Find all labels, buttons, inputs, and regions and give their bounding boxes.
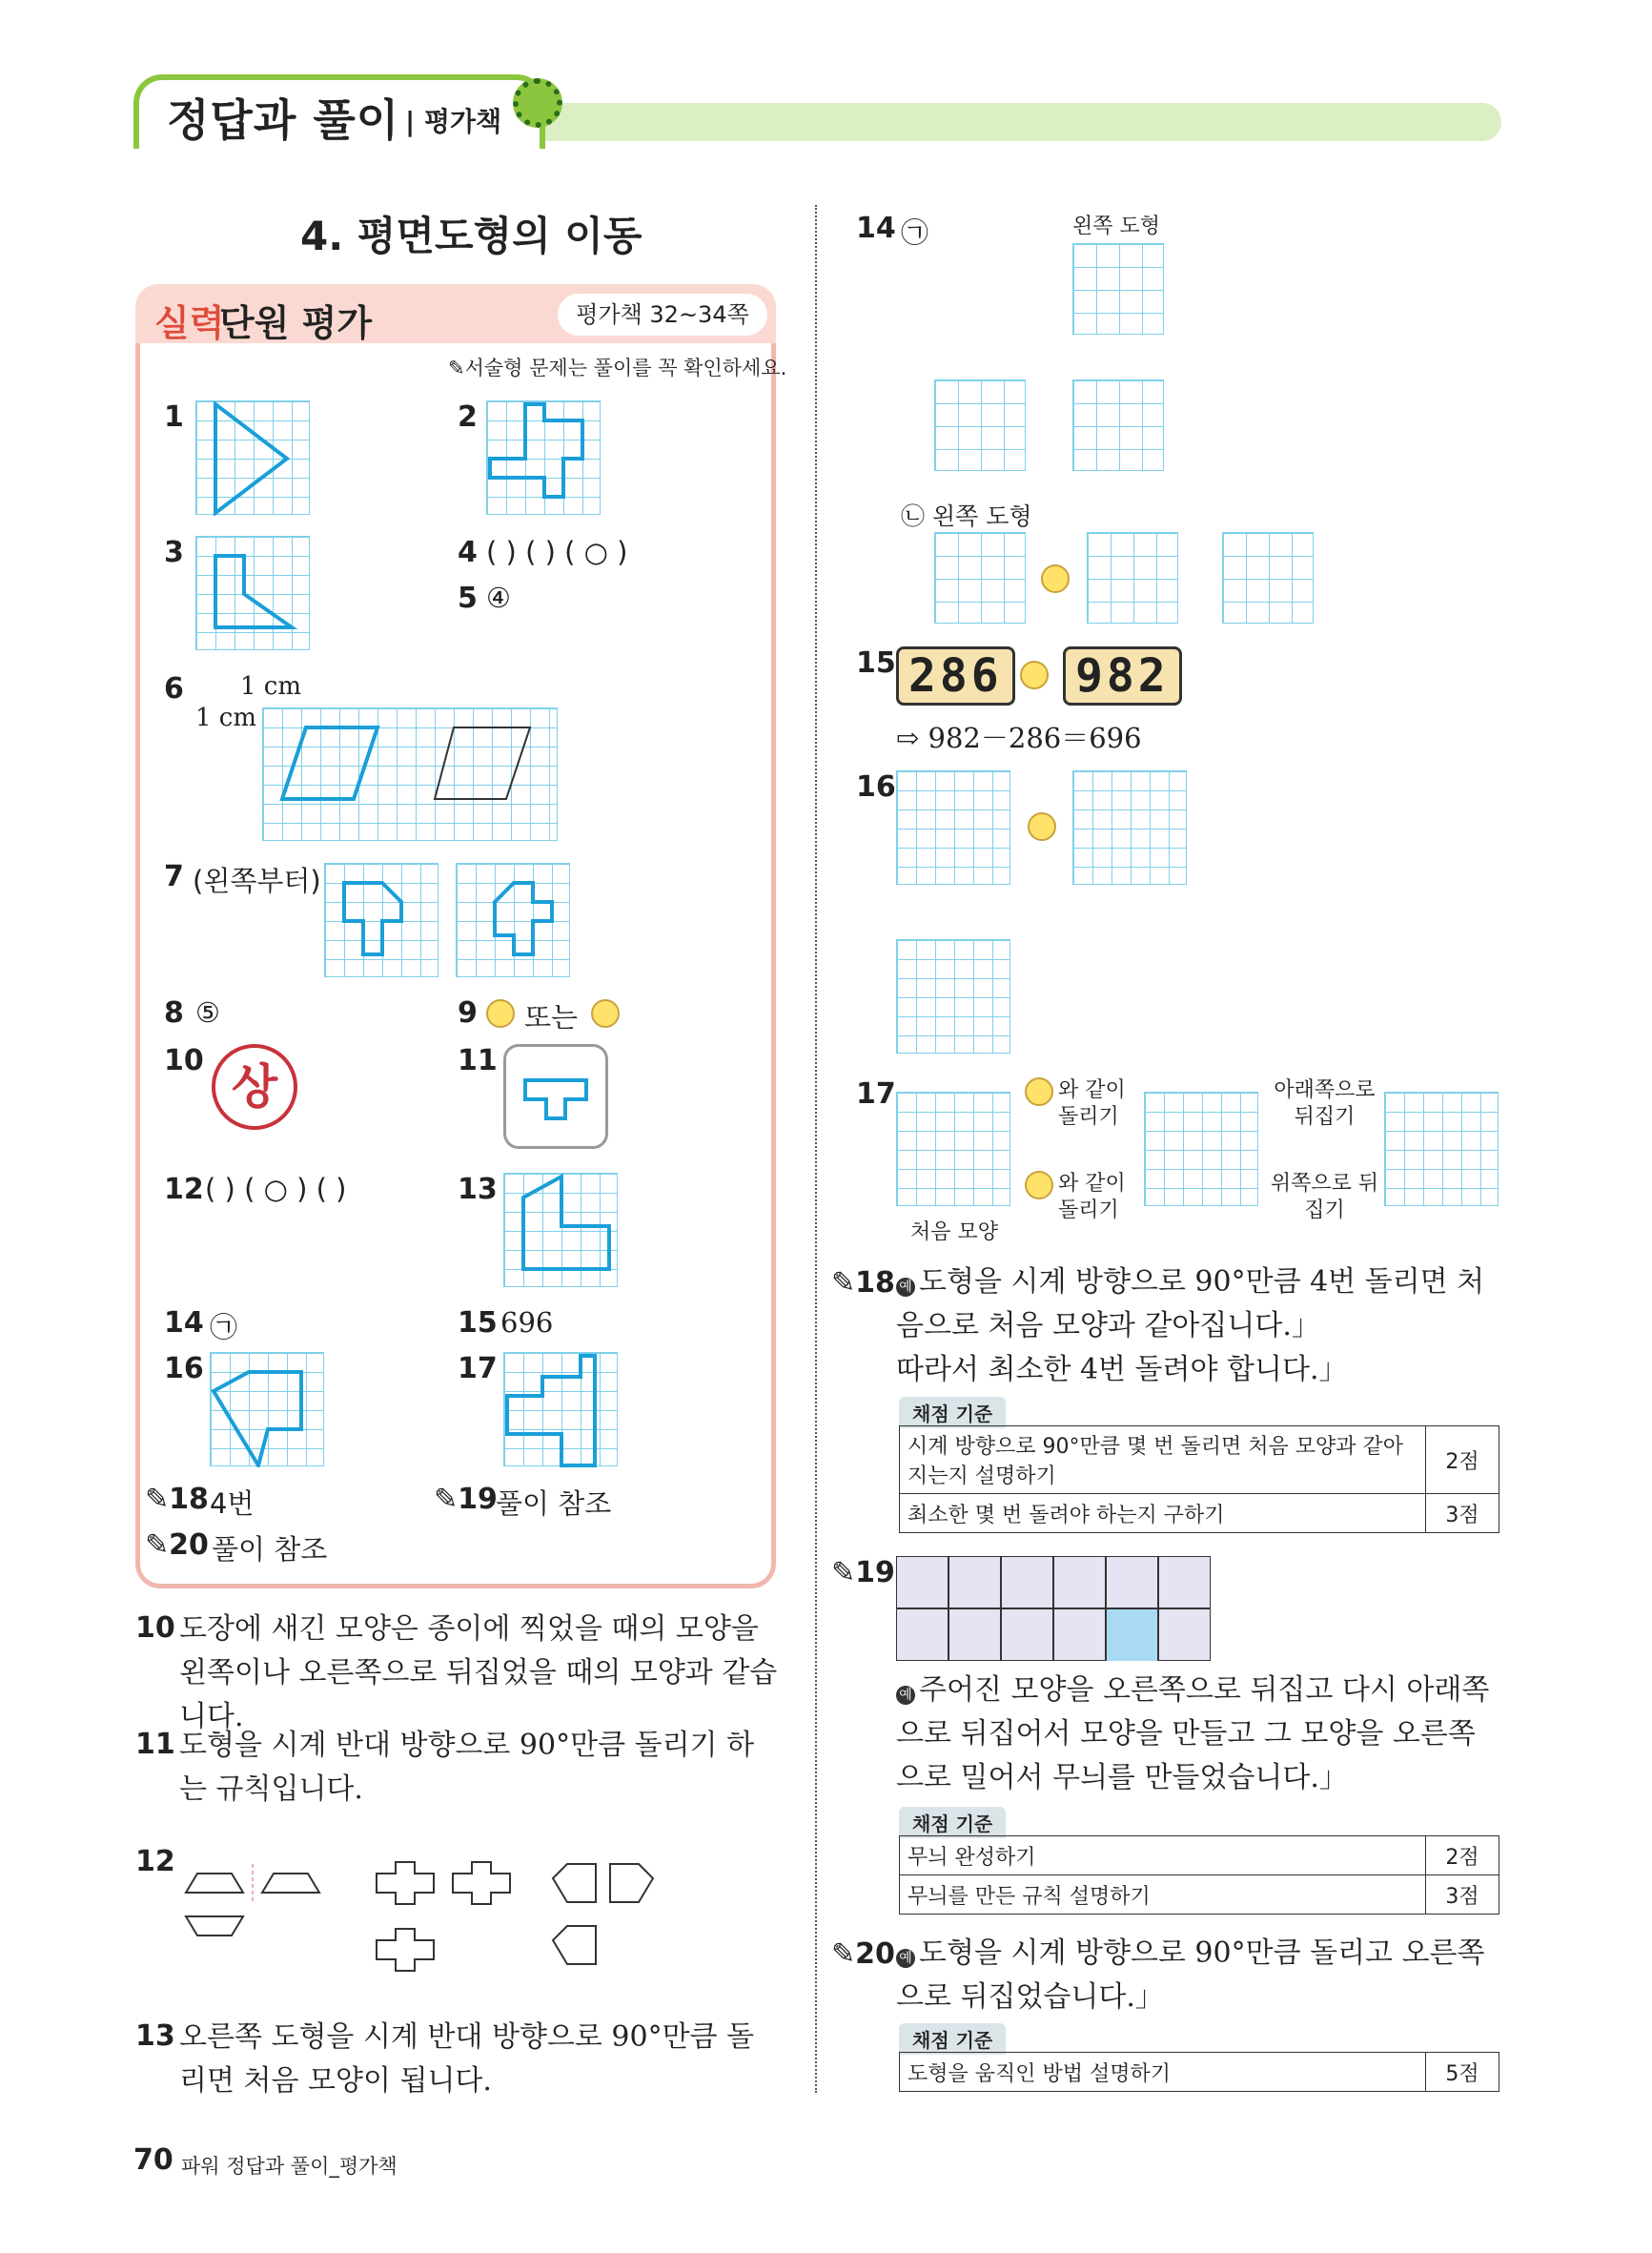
rotation-icon [1041, 564, 1070, 593]
q16-grid [210, 1352, 324, 1466]
criteria-item: 도형을 움직인 방법 설명하기 [900, 2053, 1426, 2092]
q11-shape [506, 1047, 605, 1146]
q6-number: 6 [164, 672, 184, 706]
r15-display-right: 982 [1063, 646, 1182, 706]
criteria-item: 시계 방향으로 90°만큼 몇 번 돌리면 처음 모양과 같아지는지 설명하기 [900, 1426, 1426, 1494]
r19-pattern [896, 1556, 1211, 1661]
r16-grid-2 [1072, 770, 1187, 885]
q7-shape-1 [325, 864, 439, 978]
criteria-points: 3점 [1426, 1875, 1499, 1915]
r18-text: 예 도형을 시계 방향으로 90°만큼 4번 돌리면 처음으로 처음 모양과 같아집니다.」 따라서 최소한 4번 돌려야 합니다.」 [896, 1265, 1485, 1386]
q20-answer: 풀이 참조 [212, 1533, 328, 1566]
r19-criteria-table [899, 1835, 1499, 1915]
r14-grid-top [1072, 243, 1164, 335]
q11-stamp-box [503, 1044, 608, 1149]
q6-shapes [263, 708, 559, 842]
q2-shape [487, 401, 602, 516]
e10-text: 도장에 새긴 모양은 종이에 찍었을 때의 모양을 왼쪽이나 오른쪽으로 뒤집었을 때의 모양과 같습니다. [179, 1612, 778, 1733]
q15-number: 15 [458, 1306, 498, 1340]
r20-criteria-label: 채점 기준 [899, 2023, 1006, 2055]
q7-label: (왼쪽부터) [193, 865, 321, 897]
r14-number: 14 [856, 212, 896, 245]
r14-grid-left [934, 379, 1026, 471]
criteria-points: 2점 [1426, 1836, 1499, 1875]
q1-grid [195, 400, 310, 515]
section-title: 4. 평면도형의 이동 [300, 213, 642, 259]
r14b-grid-3 [1222, 532, 1314, 624]
criteria-points: 3점 [1426, 1494, 1499, 1533]
q13-number: 13 [458, 1173, 498, 1206]
r14-grid-right [1072, 379, 1164, 471]
q12-number: 12 [164, 1173, 204, 1206]
q6-unit-vertical: 1 cm [195, 704, 257, 732]
panel-title-accent: 실력 [154, 302, 225, 344]
q7-number: 7 [164, 860, 184, 893]
r16-grid-3 [896, 939, 1010, 1054]
r17-up-label: 위쪽으로 뒤집기 [1270, 1172, 1379, 1222]
table-row [900, 1836, 1499, 1875]
r18-number: ✎18 [831, 1266, 895, 1300]
q6-grid [262, 707, 558, 841]
criteria-item: 최소한 몇 번 돌려야 하는지 구하기 [900, 1494, 1426, 1533]
q17-grid [503, 1352, 618, 1466]
r17-number: 17 [856, 1077, 896, 1111]
q3-grid [195, 536, 310, 650]
footer-text: 파워 정답과 풀이_평가책 [181, 2155, 398, 2178]
e11-number: 11 [135, 1728, 175, 1761]
q9-or: 또는 [524, 1001, 579, 1034]
panel-page-ref: 평가책 32~34쪽 [558, 294, 767, 336]
q15-answer: 696 [500, 1306, 554, 1339]
e12-figures [176, 1835, 691, 1988]
panel-note: ✎서술형 문제는 풀이를 꼭 확인하세요. [448, 357, 787, 379]
q6-unit-horizontal: 1 cm [240, 672, 302, 701]
q2-grid [486, 400, 601, 515]
pencil-icon: ✎ [448, 357, 465, 379]
pencil-icon: ✎ [434, 1483, 459, 1516]
q5-answer: ④ [486, 582, 511, 614]
header-subtitle: | 평가책 [405, 106, 502, 137]
table-row [900, 1426, 1499, 1494]
criteria-item: 무늬 완성하기 [900, 1836, 1426, 1875]
r20-criteria-table [899, 2052, 1499, 2092]
r18-criteria-table [899, 1425, 1499, 1533]
r19-text: 예 주어진 모양을 오른쪽으로 뒤집고 다시 아래쪽으로 뒤집어서 모양을 만들고 그 모양을 오른쪽으로 밀어서 무늬를 만들었습니다.」 [896, 1673, 1490, 1794]
pencil-icon: ✎ [145, 1483, 170, 1516]
rotation-icon [1025, 1077, 1053, 1106]
panel-title: 단원 평가 [219, 302, 373, 344]
q17-shape [504, 1353, 619, 1467]
r18-criteria-label: 채점 기준 [899, 1397, 1006, 1428]
q9-number: 9 [458, 996, 478, 1030]
q7-shape-2 [457, 864, 571, 978]
q14-number: 14 [164, 1306, 204, 1340]
header-title: 정답과 풀이 [167, 94, 400, 146]
q8-number: 8 [164, 996, 184, 1030]
pencil-icon: ✎ [145, 1528, 170, 1562]
r15-calc: ⇨ 982－286＝696 [896, 722, 1142, 754]
r14-a-marker: ㉠ [901, 216, 929, 249]
table-row [900, 1494, 1499, 1533]
table-row [900, 2053, 1499, 2092]
r14b-grid-2 [1087, 532, 1178, 624]
gear-icon [513, 78, 562, 128]
q14-answer: ㉠ [210, 1311, 238, 1343]
q19-answer: 풀이 참조 [496, 1487, 612, 1520]
r16-number: 16 [856, 770, 896, 804]
q4-number: 4 [458, 536, 478, 569]
e12-number: 12 [135, 1845, 175, 1878]
q10-number: 10 [164, 1044, 204, 1077]
r15-number: 15 [856, 646, 896, 680]
r14-b-label: ㉡ 왼쪽 도형 [901, 502, 1032, 530]
q8-answer: ⑤ [195, 996, 220, 1029]
rotation-icon [1028, 812, 1056, 841]
q18-answer: 4번 [210, 1487, 255, 1520]
q12-answer: ( ) ( ○ ) ( ) [205, 1173, 347, 1205]
r17-grid-middle [1144, 1092, 1258, 1206]
q5-number: 5 [458, 582, 478, 615]
r19-criteria-label: 채점 기준 [899, 1807, 1006, 1838]
rotation-cw-icon [591, 999, 620, 1028]
q3-shape [196, 537, 311, 651]
q19-number: ✎19 [434, 1483, 498, 1516]
e10-number: 10 [135, 1611, 175, 1645]
r17-start-label: 처음 모양 [910, 1220, 999, 1244]
q1-shape [196, 401, 311, 516]
r16-grid-1 [896, 770, 1010, 885]
q4-answer: ( ) ( ) ( ○ ) [486, 536, 628, 568]
pencil-icon: ✎ [831, 1937, 856, 1971]
r17-top-label: 와 같이 돌리기 [1058, 1078, 1126, 1129]
criteria-points: 2점 [1426, 1426, 1499, 1494]
table-row [900, 1875, 1499, 1915]
r19-number: ✎19 [831, 1556, 895, 1589]
example-badge: 예 [896, 1686, 915, 1705]
q7-grid-2 [456, 863, 570, 977]
q10-stamp: 상 [212, 1044, 297, 1130]
r17-bottom-label: 와 같이 돌리기 [1058, 1172, 1126, 1222]
column-divider [815, 205, 817, 2093]
rotation-ccw-icon [486, 999, 515, 1028]
e13-text: 오른쪽 도형을 시계 반대 방향으로 90°만큼 돌리면 처음 모양이 됩니다. [179, 2020, 755, 2098]
criteria-points: 5점 [1426, 2053, 1499, 2092]
q17-number: 17 [458, 1352, 498, 1385]
q20-number: ✎20 [145, 1528, 209, 1562]
q1-number: 1 [164, 400, 184, 434]
q7-grid-1 [324, 863, 438, 977]
criteria-item: 무늬를 만든 규칙 설명하기 [900, 1875, 1426, 1915]
q16-number: 16 [164, 1352, 204, 1385]
q16-shape [211, 1353, 325, 1467]
r14b-grid-1 [934, 532, 1026, 624]
q13-shape [504, 1174, 619, 1288]
r17-down-label: 아래쪽으로 뒤집기 [1274, 1078, 1376, 1129]
r14-a-label: 왼쪽 도형 [1072, 215, 1161, 238]
rotation-icon [1020, 661, 1049, 689]
example-badge: 예 [896, 1278, 915, 1297]
q3-number: 3 [164, 536, 184, 569]
r20-number: ✎20 [831, 1937, 895, 1971]
q2-number: 2 [458, 400, 478, 434]
r17-grid-end [1384, 1092, 1499, 1206]
e13-number: 13 [135, 2019, 175, 2053]
example-badge: 예 [896, 1949, 915, 1968]
r15-display-left: 286 [896, 646, 1015, 706]
q13-grid [503, 1173, 618, 1287]
rotation-icon [1025, 1171, 1053, 1199]
pencil-icon: ✎ [831, 1266, 856, 1300]
pencil-icon: ✎ [831, 1556, 856, 1589]
q18-number: ✎18 [145, 1483, 209, 1516]
e11-text: 도형을 시계 반대 방향으로 90°만큼 돌리기 하는 규칙입니다. [179, 1729, 755, 1806]
r17-grid-start [896, 1092, 1010, 1206]
page-number: 70 [133, 2143, 173, 2177]
r20-text: 예 도형을 시계 방향으로 90°만큼 돌리고 오른쪽으로 뒤집었습니다.」 [896, 1936, 1485, 2014]
q11-number: 11 [458, 1044, 498, 1077]
